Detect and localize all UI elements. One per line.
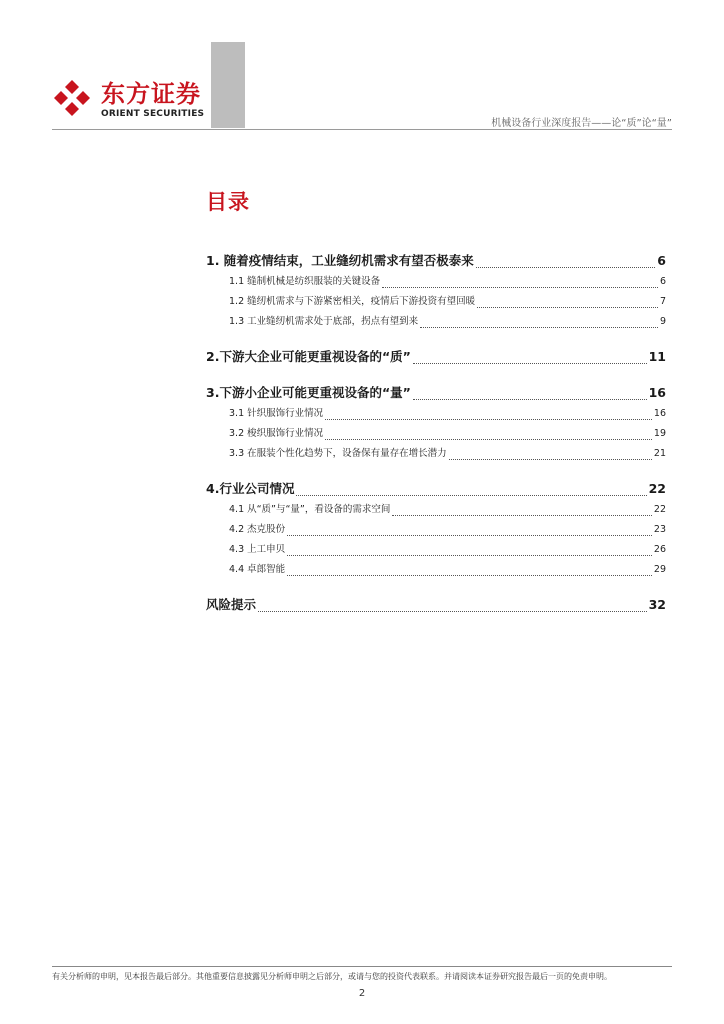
toc-leader-dots <box>477 307 658 308</box>
header-decoration-block <box>211 42 245 128</box>
toc-entry-1-2[interactable] <box>206 292 666 312</box>
toc-entry-page: 16 <box>648 385 666 400</box>
toc-leader-dots <box>476 267 655 268</box>
toc-leader-dots <box>296 495 646 496</box>
toc-leader-dots <box>287 575 652 576</box>
toc-entry-page: 9 <box>659 316 666 327</box>
toc-spacer <box>206 368 666 382</box>
toc-entry-title: 1.1 缝制机械是纺织服装的关键设备 <box>229 276 381 287</box>
toc-entry-page: 29 <box>653 564 666 575</box>
toc-entry-page: 19 <box>653 428 666 439</box>
toc-entry-1-1[interactable] <box>206 272 666 292</box>
toc-entry-4[interactable] <box>206 478 666 500</box>
report-tagline: 机械设备行业深度报告——论“质”论“量” <box>491 118 672 129</box>
toc-entry-page: 26 <box>653 544 666 555</box>
toc-entry-title: 1.2 缝纫机需求与下游紧密相关，疫情后下游投资有望回暖 <box>229 296 476 307</box>
toc-entry-3-3[interactable] <box>206 444 666 464</box>
toc-entry-1-3[interactable] <box>206 312 666 332</box>
toc-entry-page: 23 <box>653 524 666 535</box>
toc-leader-dots <box>287 555 652 556</box>
toc-entry-page: 22 <box>648 481 666 496</box>
page-number: 2 <box>358 988 366 999</box>
toc-entry-5[interactable] <box>206 594 666 616</box>
toc-leader-dots <box>325 439 652 440</box>
toc-leader-dots <box>258 611 647 612</box>
brand-name-en: ORIENT SECURITIES <box>101 109 205 119</box>
disclaimer-note: 有关分析师的申明，见本报告最后部分。其他重要信息披露见分析师申明之后部分，或请与您的投资代表联系。并请阅读本证券研究报告最后一页的免责申明。 <box>52 972 612 981</box>
toc-entry-4-1[interactable] <box>206 500 666 520</box>
toc-leader-dots <box>413 363 647 364</box>
toc-entry-title: 3.下游小企业可能更重视设备的“量” <box>206 385 411 400</box>
toc-entry-page: 7 <box>659 296 666 307</box>
toc-entry-page: 6 <box>659 276 666 287</box>
table-of-contents <box>206 250 666 616</box>
toc-leader-dots <box>287 535 652 536</box>
toc-entry-title: 1.3 工业缝纫机需求处于底部，拐点有望到来 <box>229 316 419 327</box>
toc-entry-title: 4.1 从“质”与“量”，看设备的需求空间 <box>229 504 391 515</box>
toc-entry-title: 4.2 杰克股份 <box>229 524 286 535</box>
toc-entry-title: 风险提示 <box>206 597 257 612</box>
toc-entry-title: 1. 随着疫情结束，工业缝纫机需求有望否极泰来 <box>206 253 474 268</box>
toc-entry-title: 4.行业公司情况 <box>206 481 295 496</box>
toc-entry-3[interactable] <box>206 382 666 404</box>
toc-leader-dots <box>382 287 658 288</box>
toc-leader-dots <box>325 419 652 420</box>
toc-spacer <box>206 332 666 346</box>
toc-entry-title: 3.3 在服装个性化趋势下，设备保有量存在增长潜力 <box>229 448 447 459</box>
toc-heading: 目录 <box>206 190 250 214</box>
toc-entry-title: 2.下游大企业可能更重视设备的“质” <box>206 349 411 364</box>
toc-leader-dots <box>392 515 652 516</box>
toc-entry-2[interactable] <box>206 346 666 368</box>
toc-entry-page: 16 <box>653 408 666 419</box>
toc-spacer <box>206 580 666 594</box>
toc-entry-1[interactable] <box>206 250 666 272</box>
toc-leader-dots <box>413 399 647 400</box>
toc-entry-page: 22 <box>653 504 666 515</box>
toc-entry-title: 3.1 针织服饰行业情况 <box>229 408 324 419</box>
toc-entry-page: 21 <box>653 448 666 459</box>
orient-securities-logo-icon <box>52 78 92 118</box>
toc-entry-page: 32 <box>648 597 666 612</box>
toc-entry-title: 4.3 上工申贝 <box>229 544 286 555</box>
header-divider <box>52 129 672 130</box>
toc-entry-3-2[interactable] <box>206 424 666 444</box>
toc-entry-title: 4.4 卓郎智能 <box>229 564 286 575</box>
toc-entry-page: 6 <box>657 253 666 268</box>
toc-entry-4-3[interactable] <box>206 540 666 560</box>
brand-name-cn: 东方证券 <box>101 80 201 108</box>
toc-entry-title: 3.2 梭织服饰行业情况 <box>229 428 324 439</box>
footer-divider <box>52 966 672 967</box>
toc-leader-dots <box>420 327 658 328</box>
toc-entry-page: 11 <box>648 349 666 364</box>
toc-entry-3-1[interactable] <box>206 404 666 424</box>
toc-leader-dots <box>449 459 652 460</box>
toc-spacer <box>206 464 666 478</box>
toc-entry-4-4[interactable] <box>206 560 666 580</box>
toc-entry-4-2[interactable] <box>206 520 666 540</box>
